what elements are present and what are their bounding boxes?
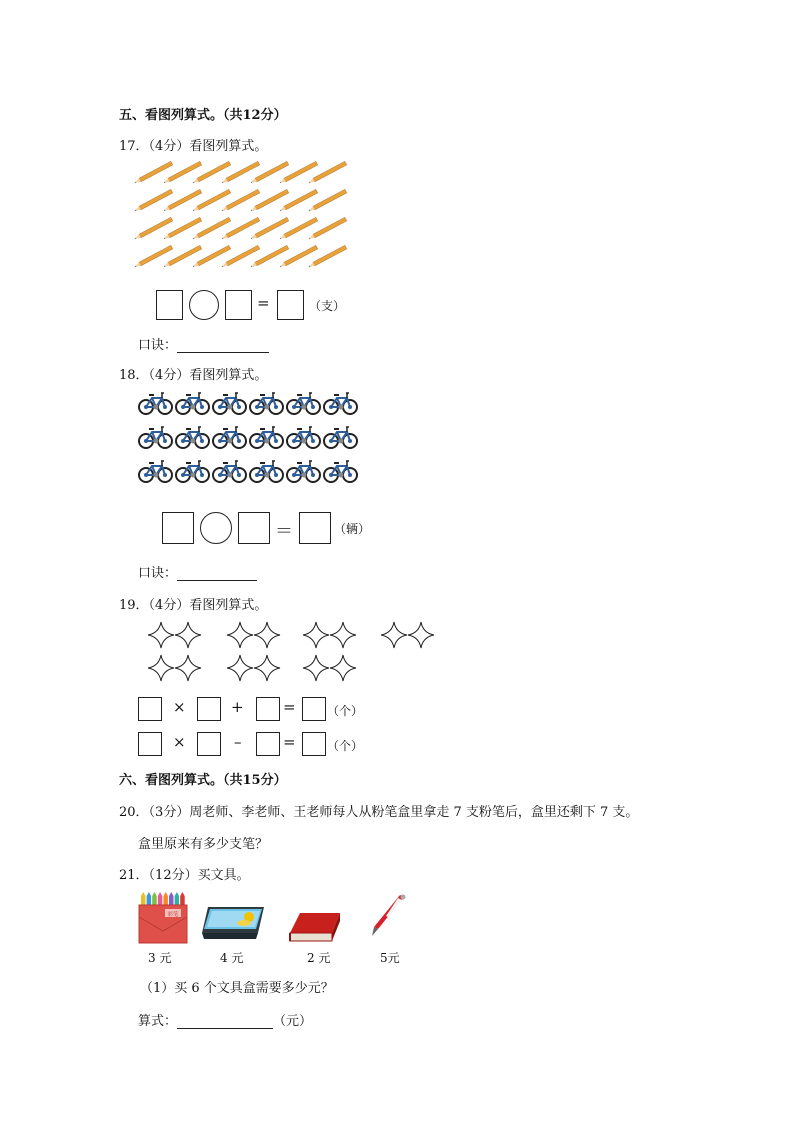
crayon-box-icon: [137, 891, 189, 945]
q19-row2-box-4[interactable]: [302, 732, 326, 756]
q21-sub-1: （1）买 6 个文具盒需要多少元？: [140, 981, 334, 996]
q18-answer-box-2[interactable]: [238, 512, 270, 544]
q17-label: 17．（4分）看图列算式。: [119, 139, 268, 154]
bicycle-icon: [287, 393, 320, 414]
price-pen: 5元: [380, 951, 400, 965]
q17-equals: =: [257, 294, 270, 312]
q18-answer-box-1[interactable]: [162, 512, 194, 544]
star-icon: [254, 655, 280, 681]
pencil-case-icon: [200, 905, 266, 941]
bicycle-icon: [176, 393, 209, 414]
star-icon: [330, 655, 356, 681]
stars-illustration: [148, 618, 438, 686]
bicycle-icon: [139, 393, 172, 414]
section-5-title: 五、看图列算式。（共12分）: [119, 108, 287, 123]
q17-answer-box-3[interactable]: [277, 290, 304, 320]
q18-koujue-label: 口诀：: [138, 566, 178, 581]
q19-row1-box-3[interactable]: [256, 697, 280, 721]
star-icon: [330, 622, 356, 648]
bicycle-icon: [139, 461, 172, 482]
pencils-illustration: [132, 158, 357, 278]
q19-row2-op1: ×: [173, 733, 186, 751]
q19-row2-unit: （个）: [327, 739, 364, 753]
q18-answer-box-3[interactable]: [299, 512, 331, 544]
q19-row1-op2: +: [231, 698, 244, 716]
bicycle-icon: [176, 427, 209, 448]
price-crayons: 3 元: [148, 951, 172, 965]
bicycles-illustration: [136, 387, 361, 492]
q21-formula-unit: （元）: [273, 1014, 313, 1029]
star-icon: [175, 655, 201, 681]
q19-row2-box-1[interactable]: [138, 732, 162, 756]
bicycle-icon: [250, 393, 283, 414]
star-icon: [408, 622, 434, 648]
q20-line-1: 20．（3分）周老师、李老师、王老师每人从粉笔盒里拿走 7 支粉笔后，盒里还剩下 7 支。: [119, 805, 639, 820]
q19-row1-equals: =: [283, 698, 296, 716]
star-icon: [227, 622, 253, 648]
q21-formula-label: 算式：: [138, 1014, 178, 1029]
bicycle-icon: [176, 461, 209, 482]
star-icon: [303, 622, 329, 648]
q17-answer-box-2[interactable]: [225, 290, 252, 320]
q17-koujue-blank[interactable]: [177, 339, 269, 353]
q19-row1-op1: ×: [173, 698, 186, 716]
bicycle-icon: [213, 461, 246, 482]
q17-answer-box-1[interactable]: [156, 290, 183, 320]
q18-koujue: [138, 562, 257, 581]
q18-operator-circle[interactable]: [200, 512, 232, 544]
star-icon: [381, 622, 407, 648]
bicycle-icon: [250, 461, 283, 482]
star-icon: [175, 622, 201, 648]
q19-row1-box-1[interactable]: [138, 697, 162, 721]
bicycle-icon: [324, 393, 357, 414]
q18-equals: ＝: [275, 521, 293, 542]
q18-label: 18．（4分）看图列算式。: [119, 368, 268, 383]
q19-row2-box-3[interactable]: [256, 732, 280, 756]
q17-operator-circle[interactable]: [189, 290, 219, 320]
price-pencil-case: 4 元: [220, 951, 244, 965]
section-6-title: 六、看图列算式。（共15分）: [119, 773, 287, 788]
book-icon: [288, 911, 342, 943]
q19-row1-unit: （个）: [327, 704, 364, 718]
star-icon: [148, 655, 174, 681]
star-icon: [254, 622, 280, 648]
q21-formula-blank[interactable]: [177, 1015, 273, 1029]
star-icon: [227, 655, 253, 681]
q21-label: 21．（12分）买文具。: [119, 868, 250, 883]
q19-row2-op2: –: [234, 733, 242, 751]
bicycle-icon: [287, 427, 320, 448]
price-book: 2 元: [307, 951, 331, 965]
bicycle-icon: [250, 427, 283, 448]
pen-icon: [368, 893, 408, 939]
q18-koujue-blank[interactable]: [177, 567, 257, 581]
bicycle-icon: [139, 427, 172, 448]
q19-row2-equals: =: [283, 733, 296, 751]
star-icon: [148, 622, 174, 648]
q17-koujue-label: 口诀：: [138, 338, 178, 353]
bicycle-icon: [213, 427, 246, 448]
bicycle-icon: [324, 427, 357, 448]
bicycle-icon: [287, 461, 320, 482]
q17-koujue: [138, 334, 269, 353]
q19-row1-box-2[interactable]: [197, 697, 221, 721]
star-icon: [303, 655, 329, 681]
crayon-box-text: 彩笔: [167, 912, 179, 918]
q20-line-2: 盒里原来有多少支笔？: [138, 837, 269, 852]
q19-label: 19．（4分）看图列算式。: [119, 598, 268, 613]
bicycle-icon: [324, 461, 357, 482]
q18-unit: （辆）: [334, 522, 371, 536]
q17-unit: （支）: [309, 299, 346, 313]
bicycle-icon: [213, 393, 246, 414]
q19-row2-box-2[interactable]: [197, 732, 221, 756]
q19-row1-box-4[interactable]: [302, 697, 326, 721]
q21-formula: [138, 1010, 312, 1029]
